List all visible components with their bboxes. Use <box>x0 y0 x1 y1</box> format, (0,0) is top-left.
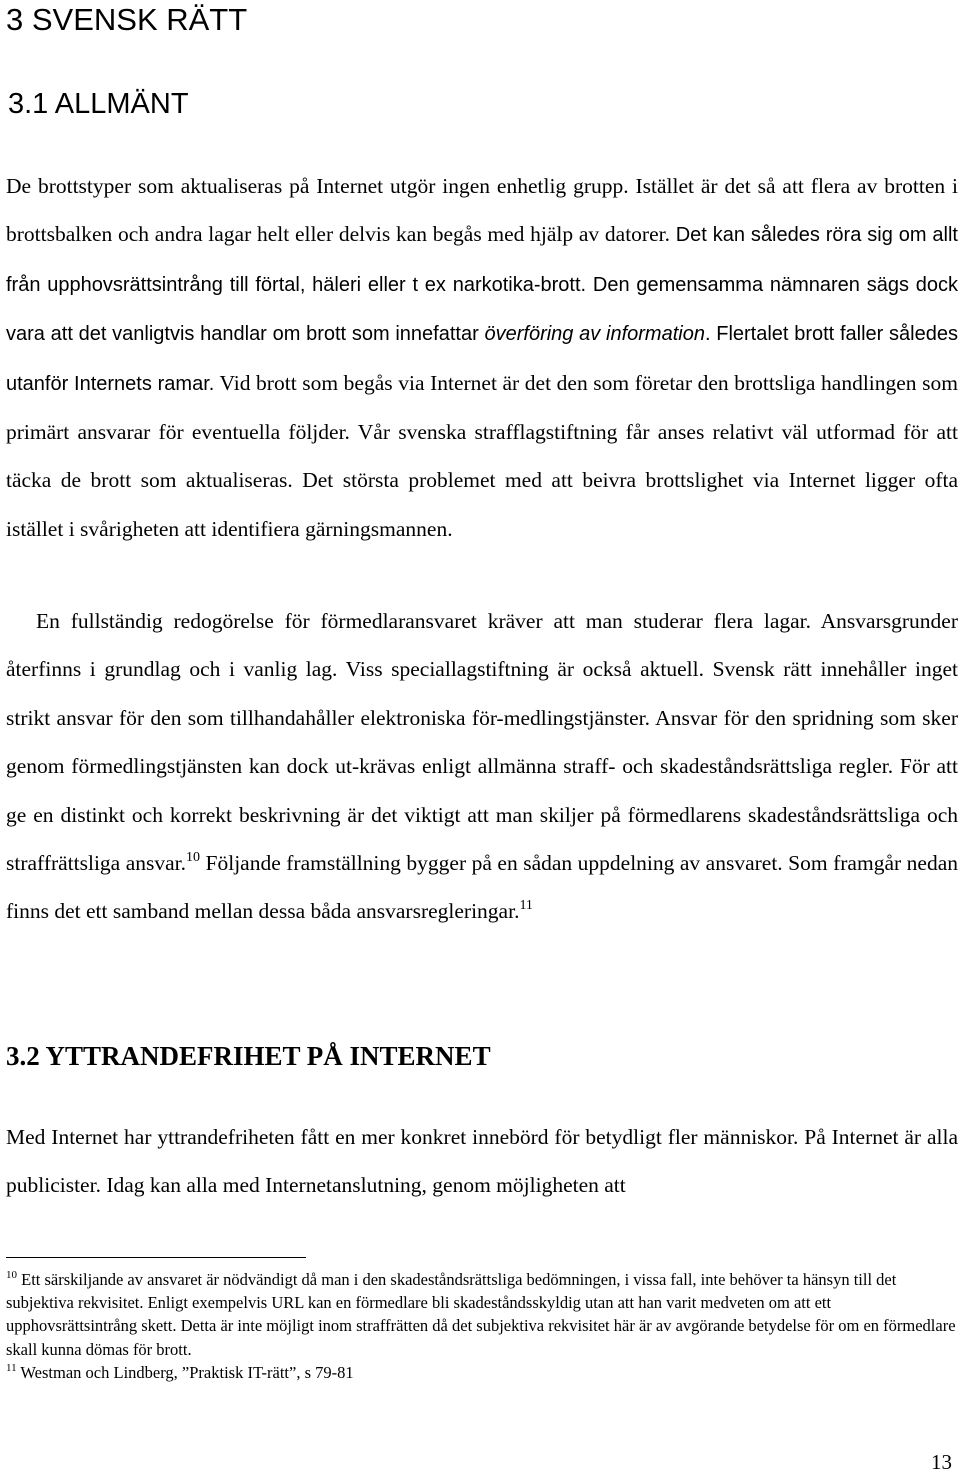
section-heading-yttrandefrihet: 3.2 YTTRANDEFRIHET PÅ INTERNET <box>6 1041 491 1071</box>
footnote-text: Ett särskiljande av ansvaret är nödvändigt då man i den skadeståndsrättsliga bedömningen, i vissa fall, inte behöver ta hänsyn till det subjektiva rekvisitet. Enligt exempelvis URL kan en förmedlare bli skadeståndsskyldig utan att han varit medveten om att ett upphovsrättsintrång skett. Detta är inte möjligt inom straffrätten då det subjektiva rekvisitet här är av avgörande betydelse för om en förmedlare skall kunna dömas för brott. <box>6 1270 956 1359</box>
footnote-ref-11[interactable]: 11 <box>519 898 533 914</box>
footnotes <box>6 1268 958 1384</box>
paragraph-formedlaransvar: En fullständig redogörelse för förmedlaransvaret kräver att man studerar flera lagar. Ansvarsgrunder återfinns i grundlag och i vanlig lag. Viss speciallagstiftning är också aktuell. Svensk rätt innehåller inget strikt ansvar för den som tillhandahåller elektroniska för-medlingstjänster. Ansvar för den spridning som sker genom förmedlingstjänsten kan dock ut-krävas enligt allmänna straff- och skadeståndsrättsliga regler. För att ge en distinkt och korrekt beskrivning är det viktigt att man skiljer på förmedlarens skadeståndsrättsliga och straffrättsliga ansvar.$^{10}$ Följande framställning bygger på en sådan uppdelning av ansvaret. Som framgår nedan finns det ett samband mellan dessa båda ansvarsregleringar.$^{11}$ <box>6 609 958 924</box>
footnote-divider <box>6 1257 306 1258</box>
chapter-heading: 3 SVENSK RÄTT <box>6 2 248 37</box>
page-number: 13 <box>931 1450 952 1474</box>
footnote-ref-10[interactable]: 10 <box>186 850 201 866</box>
footnote-text: Westman och Lindberg, ”Praktisk IT-rätt”, s 79-81 <box>20 1362 354 1382</box>
paragraph-yttrandefrihet: Med Internet har yttrandefriheten fått en mer konkret innebörd för betydligt fler människor. På Internet är alla publicister. Idag kan alla med Internetanslutning, genom möjligheten att <box>6 1125 958 1198</box>
footnote-10 <box>6 1268 958 1361</box>
paragraph-1-sentence-2: Det kan således röra sig om allt från upphovsrättsintrång till förtal, häleri eller t ex narkotika-brott. Den gemensamma nämnaren sägs dock vara att det vanligtvis handlar om brott som innefattar överföring av information. Flertalet brott faller således utanför Internets ramar. <box>6 224 958 395</box>
footnote-number: 11 <box>6 1361 17 1374</box>
emphasis-overforing: överföring av information <box>484 323 705 346</box>
section-heading-allmant: 3.1 ALLMÄNT <box>8 88 189 120</box>
paragraph-1-sentence-1: De brottstyper som aktualiseras på Internet utgör ingen enhetlig grupp. Istället är det så att flera av brotten i brottsbalken och andra lagar helt eller delvis kan begås med hjälp av datorer. <box>6 174 958 247</box>
footnote-number: 10 <box>6 1269 17 1281</box>
footnote-11 <box>6 1361 958 1384</box>
paragraph-1-sentence-3: Vid brott som begås via Internet är det den som företar den brottsliga handlingen som primärt ansvarar för eventuella följder. Vår svenska strafflagstiftning får anses relativt väl utformad för att täcka de brott som aktualiseras. Det största problemet med att beivra brottslighet via Internet ligger ofta istället i svårigheten att identifiera gärningsmannen. <box>6 370 958 541</box>
paragraph-brottstyper <box>6 162 958 553</box>
